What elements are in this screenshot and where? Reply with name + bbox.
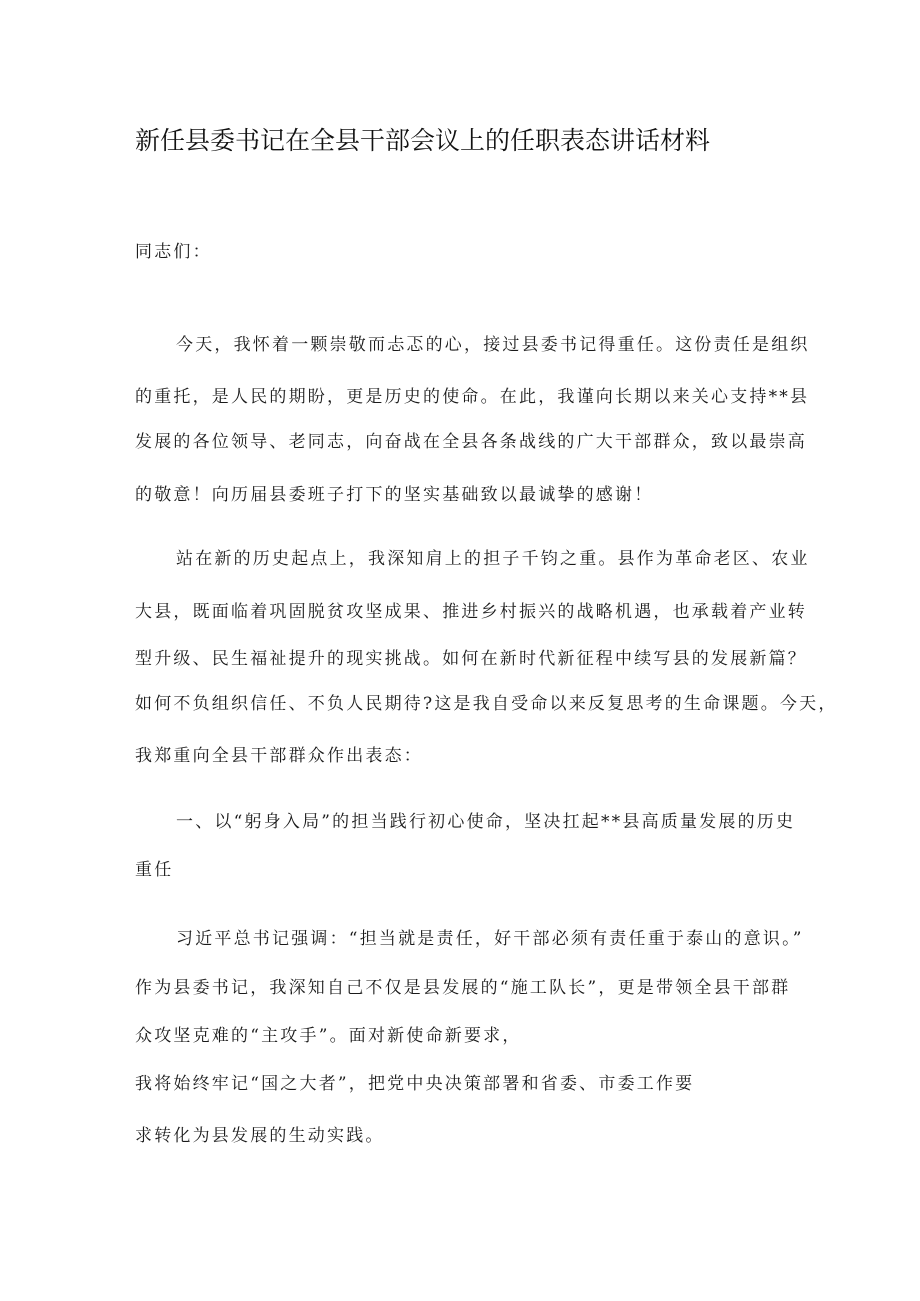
section-heading: 重任	[135, 860, 174, 880]
paragraph-line: 站在新的历史起点上，我深知肩上的担子千钧之重。县作为革命老区、农业	[176, 549, 810, 569]
section-heading: 一、以“躬身入局”的担当践行初心使命，坚决扛起**县高质量发展的历史	[176, 812, 796, 832]
paragraph-line: 的重托，是人民的期盼，更是历史的使命。在此，我谨向长期以来关心支持**县	[135, 387, 810, 407]
paragraph-line: 众攻坚克难的“主攻手”。面对新使命新要求，	[135, 1026, 522, 1046]
paragraph-line: 习近平总书记强调：“担当就是责任，好干部必须有责任重于泰山的意识。”	[176, 929, 804, 949]
paragraph-line: 我郑重向全县干部群众作出表态：	[135, 746, 423, 766]
paragraph-line: 我将始终牢记“国之大者”，把党中央决策部署和省委、市委工作要	[135, 1074, 695, 1094]
paragraph-line: 求转化为县发展的生动实践。	[135, 1126, 385, 1146]
paragraph-line: 今天，我怀着一颗崇敬而忐忑的心，接过县委书记得重任。这份责任是组织	[176, 335, 810, 355]
paragraph-line: 的敬意！向历届县委班子打下的坚实基础致以最诚挚的感谢！	[135, 485, 654, 505]
paragraph-line: 如何不负组织信任、不负人民期待?这是我自受命以来反复思考的生命课题。今天，	[135, 694, 838, 714]
paragraph-line: 作为县委书记，我深知自己不仅是县发展的“施工队长”，更是带领全县干部群	[135, 978, 791, 998]
document-title: 新任县委书记在全县干部会议上的任职表态讲话材料	[135, 126, 711, 155]
salutation: 同志们：	[135, 242, 212, 262]
paragraph-line: 型升级、民生福祉提升的现实挑战。如何在新时代新征程中续写县的发展新篇？	[135, 649, 807, 669]
paragraph-line: 大县，既面临着巩固脱贫攻坚成果、推进乡村振兴的战略机遇，也承载着产业转	[135, 602, 807, 622]
paragraph-line: 发展的各位领导、老同志，向奋战在全县各条战线的广大干部群众，致以最崇高	[135, 432, 807, 452]
